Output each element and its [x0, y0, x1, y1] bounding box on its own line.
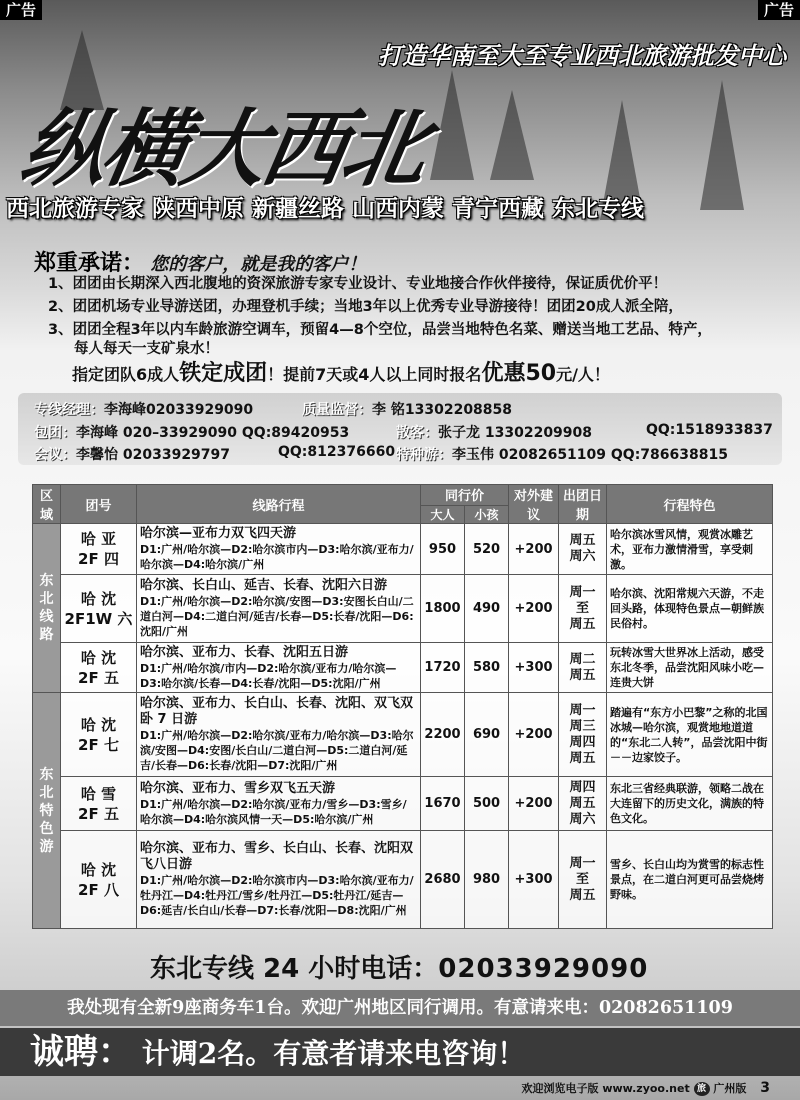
group-cell — [61, 643, 137, 693]
route-itinerary: D1:广州/哈尔滨/市内—D2:哈尔滨/亚布力/哈尔滨—D3:哈尔滨/长春—D4:长春/沈阳—D5:沈阳/广州 — [140, 661, 397, 690]
route-title: 哈尔滨—亚布力双飞四天游 — [140, 526, 297, 541]
hiring-banner — [0, 1028, 800, 1076]
retail-price: +200 — [509, 524, 559, 575]
adult-price: 2680 — [421, 831, 465, 929]
route-title: 哈尔滨、亚布力、长白山、长春、沈阳、双飞双卧 7 日游 — [140, 696, 414, 727]
route-cell — [137, 643, 421, 693]
contact-item — [302, 399, 512, 419]
features-cell: 玩转冰雪大世界冰上活动，感受东北冬季，品尝沈阳风味小吃—连贵大饼 — [607, 643, 773, 693]
group-code: 2F 八 — [78, 880, 119, 899]
departure-day: 至 — [576, 600, 590, 616]
hiring-text: 计调2名。有意者请来电咨询！ — [141, 1037, 526, 1070]
contact-value: 张子龙 13302209908 — [438, 425, 593, 441]
route-itinerary: D1:广州/哈尔滨—D2:哈尔滨市内—D3:哈尔滨/亚布力/牡丹江—D4:牡丹江/雪乡/牡丹江—D5:牡丹江/延吉—D6:延吉/长白山/长春—D7:长春/沈阳—D8:沈阳/广州 — [140, 874, 414, 917]
contact-item — [34, 422, 349, 442]
group-code: 2F 四 — [78, 550, 119, 568]
route-title: 哈尔滨、亚布力、雪乡、长白山、长春、沈阳双飞八日游 — [140, 841, 414, 872]
table-row — [33, 693, 773, 777]
hiring-label: 诚聘： — [30, 1032, 132, 1072]
group-code: 2F 五 — [78, 668, 119, 687]
departure-cell — [559, 693, 607, 777]
route-title: 哈尔滨、亚布力、雪乡双飞五天游 — [140, 780, 336, 796]
page-number: 3 — [760, 1080, 770, 1096]
departure-day: 周四 — [569, 734, 596, 750]
departure-day: 周五 — [569, 667, 596, 683]
departure-day: 周五 — [569, 795, 596, 811]
deal-text: 元/人！ — [556, 365, 610, 384]
car-banner: 我处现有全新9座商务车1台。欢迎广州地区同行调用。有意请来电：02082651109 — [0, 990, 800, 1026]
contact-item — [34, 399, 253, 419]
departure-day: 至 — [576, 871, 590, 887]
group-code: 哈 沈 — [80, 589, 117, 608]
features-cell: 雪乡、长白山均为赏雪的标志性景点，在二道白河更可品尝烧烤野味。 — [607, 831, 773, 929]
group-cell — [61, 777, 137, 831]
group-cell — [61, 575, 137, 643]
features-cell: 踏遍有“东方小巴黎”之称的北国冰城—哈尔滨，观赏地地道道的“东北二人转”，品尝沈阳中街－－边家饺子。 — [607, 693, 773, 777]
contact-label: 散客： — [396, 425, 438, 441]
child-price: 500 — [465, 777, 509, 831]
header-retail: 对外建议 — [509, 485, 559, 524]
contact-value: 李玉伟 02082651109 QQ:786638815 — [452, 447, 728, 463]
contact-value: 李馨怡 02033929797 — [76, 447, 231, 463]
child-price: 690 — [465, 693, 509, 777]
hotline-label: 东北专线 24 小时电话： — [150, 954, 439, 984]
deal-highlight: 铁定成团 — [179, 361, 268, 386]
hotline — [150, 948, 648, 985]
group-cell — [61, 693, 137, 777]
departure-cell — [559, 575, 607, 643]
brand-badge-icon: 旅 — [694, 1082, 710, 1096]
table-row — [33, 777, 773, 831]
departure-day: 周五 — [569, 616, 596, 632]
ad-label-left: 广告 — [0, 0, 42, 20]
contacts-panel — [18, 393, 782, 465]
retail-price: +200 — [509, 693, 559, 777]
group-code: 哈 亚 — [80, 530, 117, 548]
contact-label: 会议： — [34, 447, 76, 463]
contact-value: 李 铭13302208858 — [372, 402, 513, 418]
route-cell — [137, 693, 421, 777]
departure-day: 周五 — [569, 887, 596, 903]
promise-item: 3、团团全程3年以内车龄旅游空调车，预留4—8个空位，品尝当地特色名菜、赠送当地工艺品、特产， — [48, 322, 712, 338]
promise-quote: 您的客户，就是我的客户！ — [150, 254, 367, 275]
route-title: 哈尔滨、亚布力、长春、沈阳五日游 — [140, 644, 349, 660]
contact-value: QQ:812376660 — [278, 444, 396, 460]
route-cell — [137, 575, 421, 643]
departure-cell — [559, 643, 607, 693]
deal-line — [72, 356, 610, 387]
retail-price: +300 — [509, 643, 559, 693]
features-cell: 东北三省经典联游，领略二战在大连留下的历史文化，满族的特色文化。 — [607, 777, 773, 831]
retail-price: +200 — [509, 575, 559, 643]
header-features: 行程特色 — [607, 485, 773, 524]
route-title: 哈尔滨、长白山、延吉、长春、沈阳六日游 — [140, 578, 388, 593]
group-code: 2F 七 — [78, 735, 119, 754]
departure-day: 周三 — [569, 718, 596, 734]
group-code: 哈 沈 — [80, 715, 117, 734]
contact-label: 特种游： — [396, 447, 452, 463]
header-child: 小孩 — [465, 505, 509, 523]
deal-highlight: 优惠50 — [481, 361, 557, 386]
slogan: 打造华南至大至专业西北旅游批发中心 — [378, 42, 786, 70]
table-row — [33, 831, 773, 929]
departure-day: 周六 — [569, 549, 596, 564]
contact-value: QQ:1518933837 — [646, 422, 773, 438]
table-row — [33, 575, 773, 643]
contact-item — [396, 444, 728, 464]
group-cell — [61, 831, 137, 929]
route-cell — [137, 777, 421, 831]
tree-decoration — [430, 70, 474, 180]
footer — [522, 1080, 771, 1096]
header-group: 团号 — [61, 485, 137, 524]
footer-edition: 广州版 — [713, 1082, 747, 1095]
departure-day: 周六 — [569, 811, 596, 827]
route-itinerary: D1:广州/哈尔滨—D2:哈尔滨市内—D3:哈尔滨/亚布力/哈尔滨—D4:哈尔滨/广州 — [140, 543, 414, 571]
contact-item — [278, 444, 395, 460]
route-cell — [137, 524, 421, 575]
contact-value: 李海峰 020–33929090 QQ:89420953 — [76, 425, 350, 441]
contact-item — [396, 422, 592, 442]
contact-item — [646, 422, 773, 438]
routes-banner: 西北旅游专家 陕西中原 新疆丝路 山西内蒙 青宁西藏 东北专线 — [6, 196, 645, 222]
region-cell: 东北特色游 — [33, 693, 61, 929]
table-header-row — [33, 485, 773, 506]
route-cell — [137, 831, 421, 929]
group-cell — [61, 524, 137, 575]
promise-item: 2、团团机场专业导游送团，办理登机手续；当地3年以上优秀专业导游接待！团团20成人派全陪， — [48, 299, 683, 315]
group-code: 哈 沈 — [80, 648, 117, 667]
promise-item: 每人每天一支矿泉水！ — [74, 341, 219, 357]
departure-cell — [559, 831, 607, 929]
route-itinerary: D1:广州/哈尔滨—D2:哈尔滨/安图—D3:安图长白山/二道白河—D4:二道白河/延吉/长春—D5:长春/沈阳—D6:沈阳/广州 — [140, 595, 414, 638]
promise-item: 1、团团由长期深入西北腹地的资深旅游专家专业设计、专业地接合作伙伴接待，保证质优价平！ — [48, 276, 668, 292]
retail-price: +200 — [509, 777, 559, 831]
tour-table — [32, 484, 773, 929]
departure-cell — [559, 777, 607, 831]
header-adult: 大人 — [421, 505, 465, 523]
departure-day: 周一 — [569, 702, 596, 718]
child-price: 980 — [465, 831, 509, 929]
departure-day: 周一 — [569, 855, 596, 871]
adult-price: 1800 — [421, 575, 465, 643]
header-departure: 出团日期 — [559, 485, 607, 524]
promise-label: 郑重承诺： — [34, 251, 145, 276]
retail-price: +300 — [509, 831, 559, 929]
departure-day: 周二 — [569, 651, 596, 667]
tree-decoration — [490, 90, 534, 180]
adult-price: 1670 — [421, 777, 465, 831]
contact-label: 质量监督： — [302, 402, 372, 418]
features-cell: 哈尔滨冰雪风情，观赏冰雕艺术，亚布力激情滑雪，享受刺激。 — [607, 524, 773, 575]
child-price: 490 — [465, 575, 509, 643]
contact-value: 李海峰02033929090 — [104, 402, 254, 418]
contact-label: 专线经理： — [34, 402, 104, 418]
child-price: 520 — [465, 524, 509, 575]
deal-text: ！提前7天或4人以上同时报名 — [267, 365, 482, 384]
child-price: 580 — [465, 643, 509, 693]
group-code: 哈 雪 — [80, 784, 117, 803]
deal-text: 指定团队6成人 — [72, 365, 180, 384]
route-itinerary: D1:广州/哈尔滨—D2:哈尔滨/亚布力/雪乡—D3:雪乡/哈尔滨—D4:哈尔滨风情一天—D5:哈尔滨/广州 — [140, 797, 407, 826]
header-route: 线路行程 — [137, 485, 421, 524]
adult-price: 1720 — [421, 643, 465, 693]
group-code: 2F1W 六 — [64, 609, 133, 628]
table-row — [33, 524, 773, 575]
region-cell: 东北线路 — [33, 524, 61, 693]
group-code: 2F 五 — [78, 804, 119, 823]
brand-title: 纵横大西北 — [14, 99, 432, 198]
group-code: 哈 沈 — [80, 860, 117, 879]
departure-cell — [559, 524, 607, 575]
contact-label: 包团： — [34, 425, 76, 441]
departure-day: 周五 — [569, 533, 596, 548]
route-itinerary: D1:广州/哈尔滨—D2:哈尔滨/亚布力/哈尔滨—D3:哈尔滨/安图—D4:安图/长白山/二道白河—D5:二道白河/延吉/长春—D6:长春/沈阳—D7:沈阳/广州 — [140, 729, 414, 772]
departure-day: 周五 — [569, 750, 596, 766]
contact-item — [34, 444, 230, 464]
adult-price: 950 — [421, 524, 465, 575]
table-row — [33, 643, 773, 693]
hotline-number: 02033929090 — [438, 954, 649, 984]
adult-price: 2200 — [421, 693, 465, 777]
departure-day: 周一 — [569, 584, 596, 600]
header-price: 同行价 — [421, 485, 509, 506]
footer-text: 欢迎浏览电子版 www.zyoo.net — [521, 1082, 690, 1095]
features-cell: 哈尔滨、沈阳常规六天游，不走回头路，体现特色景点—朝鲜族民俗村。 — [607, 575, 773, 643]
departure-day: 周四 — [569, 779, 596, 795]
header-region: 区域 — [33, 485, 61, 524]
ad-label-right: 广告 — [758, 0, 800, 20]
